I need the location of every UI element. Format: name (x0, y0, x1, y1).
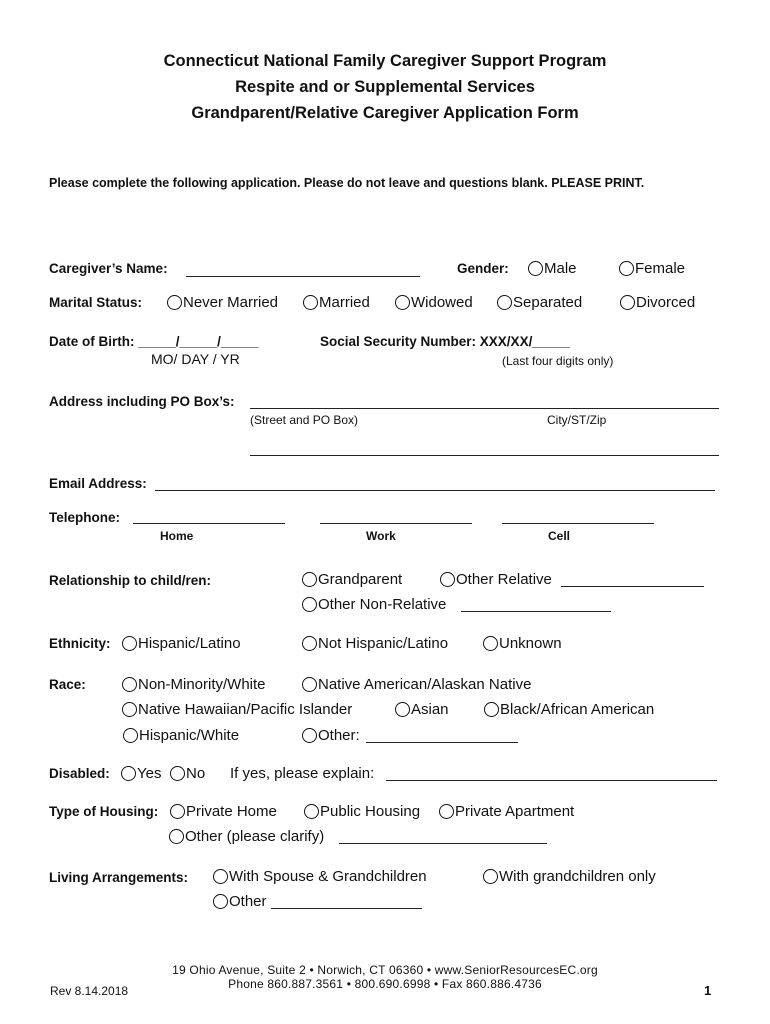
radio-button-icon[interactable] (619, 261, 634, 276)
marital-option-label: Widowed (411, 294, 473, 311)
disabled-explain-label: If yes, please explain: (230, 765, 375, 782)
radio-button-icon[interactable] (395, 702, 410, 717)
marital-option-divorced[interactable] (620, 294, 695, 311)
ethnicity-option-not-hispanic[interactable] (302, 635, 448, 652)
ethnicity-label: Ethnicity: (49, 636, 111, 651)
marital-option-label: Divorced (636, 294, 696, 311)
radio-button-icon[interactable] (122, 636, 137, 651)
revision-date: Rev 8.14.2018 (50, 984, 129, 998)
ssn-label: Social Security Number: XXX/XX/_____ (320, 334, 570, 349)
housing-option-label: Private Home (186, 803, 277, 820)
address-city-hint: City/ST/Zip (547, 413, 607, 427)
race-option-native-hawaiian[interactable] (122, 701, 352, 718)
radio-button-icon[interactable] (121, 766, 136, 781)
radio-button-icon[interactable] (302, 677, 317, 692)
radio-button-icon[interactable] (170, 766, 185, 781)
race-option-label: Black/African American (500, 701, 655, 718)
radio-button-icon[interactable] (170, 804, 185, 819)
radio-button-icon[interactable] (123, 728, 138, 743)
living-option-label: With Spouse & Grandchildren (229, 868, 427, 885)
date-of-birth-hint: MO/ DAY / YR (151, 351, 240, 367)
telephone-work-label: Work (366, 529, 396, 543)
radio-button-icon[interactable] (302, 572, 317, 587)
form-title-line-1: Connecticut National Family Caregiver Support Program (163, 52, 607, 70)
living-option-grandchildren-only[interactable] (483, 868, 656, 885)
radio-button-icon[interactable] (213, 894, 228, 909)
telephone-home-field[interactable] (133, 523, 285, 524)
address-line-2-field[interactable] (250, 455, 719, 456)
race-other-field[interactable] (366, 742, 518, 743)
living-option-other[interactable] (213, 893, 267, 910)
relationship-option-other-non-relative[interactable] (302, 596, 446, 613)
radio-button-icon[interactable] (620, 295, 635, 310)
marital-status-label: Marital Status: (49, 295, 143, 310)
telephone-work-field[interactable] (320, 523, 472, 524)
housing-option-label: Private Apartment (455, 803, 575, 820)
relationship-option-label: Other Non-Relative (318, 596, 447, 613)
caregiver-name-field[interactable] (186, 276, 420, 277)
housing-label: Type of Housing: (49, 804, 159, 819)
disabled-explain-field[interactable] (386, 780, 717, 781)
caregiver-name-label: Caregiver’s Name: (49, 261, 168, 276)
other-relative-field[interactable] (561, 586, 704, 587)
marital-option-label: Separated (513, 294, 583, 311)
housing-option-private-apartment[interactable] (439, 803, 574, 820)
relationship-option-label: Grandparent (318, 571, 403, 588)
marital-option-never-married[interactable] (167, 294, 278, 311)
ethnicity-option-label: Hispanic/Latino (138, 635, 241, 652)
form-title-line-3: Grandparent/Relative Caregiver Application Form (191, 104, 579, 122)
email-field[interactable] (155, 490, 715, 491)
radio-button-icon[interactable] (395, 295, 410, 310)
footer-address: 19 Ohio Avenue, Suite 2 • Norwich, CT 06360 • www.SeniorResourcesEC.org (172, 963, 598, 977)
gender-option-label: Male (544, 260, 577, 277)
living-option-label: With grandchildren only (499, 868, 656, 885)
address-street-hint: (Street and PO Box) (250, 413, 359, 427)
radio-button-icon[interactable] (483, 636, 498, 651)
housing-option-other[interactable] (169, 828, 324, 845)
disabled-option-yes[interactable] (121, 765, 161, 782)
marital-option-label: Married (319, 294, 370, 311)
gender-label: Gender: (457, 261, 509, 276)
telephone-label: Telephone: (49, 510, 121, 525)
relationship-option-other-relative[interactable] (440, 571, 552, 588)
ethnicity-option-label: Not Hispanic/Latino (318, 635, 449, 652)
relationship-option-grandparent[interactable] (302, 571, 402, 588)
radio-button-icon[interactable] (167, 295, 182, 310)
telephone-home-label: Home (160, 529, 194, 543)
marital-option-widowed[interactable] (395, 294, 473, 311)
radio-button-icon[interactable] (528, 261, 543, 276)
radio-button-icon[interactable] (483, 869, 498, 884)
telephone-cell-field[interactable] (502, 523, 654, 524)
radio-button-icon[interactable] (169, 829, 184, 844)
date-of-birth-label: Date of Birth: _____/_____/_____ (49, 334, 259, 349)
race-option-asian[interactable] (395, 701, 449, 718)
race-option-label: Native American/Alaskan Native (318, 676, 532, 693)
gender-option-label: Female (635, 260, 686, 277)
marital-option-label: Never Married (183, 294, 279, 311)
race-option-label: Native Hawaiian/Pacific Islander (138, 701, 353, 718)
disabled-option-label: No (186, 765, 206, 782)
race-option-label: Other: (318, 727, 360, 744)
living-option-label: Other (229, 893, 267, 910)
page-number: 1 (704, 983, 712, 998)
race-option-non-minority-white[interactable] (122, 676, 266, 693)
relationship-option-label: Other Relative (456, 571, 552, 588)
housing-other-field[interactable] (339, 843, 547, 844)
housing-option-public-housing[interactable] (304, 803, 420, 820)
radio-button-icon[interactable] (439, 804, 454, 819)
race-option-label: Hispanic/White (139, 727, 240, 744)
other-non-relative-field[interactable] (461, 611, 611, 612)
radio-button-icon[interactable] (122, 677, 137, 692)
race-option-hispanic-white[interactable] (123, 727, 239, 744)
race-option-label: Asian (411, 701, 449, 718)
marital-option-married[interactable] (303, 294, 370, 311)
race-option-label: Non-Minority/White (138, 676, 266, 693)
race-option-other[interactable] (302, 727, 360, 744)
housing-option-private-home[interactable] (170, 803, 277, 820)
ethnicity-option-unknown[interactable] (483, 635, 562, 652)
gender-option-female[interactable] (619, 260, 685, 277)
radio-button-icon[interactable] (497, 295, 512, 310)
form-title-line-2: Respite and or Supplemental Services (235, 78, 535, 96)
instructions: Please complete the following application. Please do not leave and questions blank. PLEASE PRINT. (49, 176, 645, 190)
radio-button-icon[interactable] (303, 295, 318, 310)
radio-button-icon[interactable] (302, 597, 317, 612)
housing-option-label: Public Housing (320, 803, 421, 820)
living-arrangements-label: Living Arrangements: (49, 870, 189, 885)
marital-option-separated[interactable] (497, 294, 582, 311)
ethnicity-option-hispanic[interactable] (122, 635, 241, 652)
footer-phone: Phone 860.887.3561 • 800.690.6998 • Fax 860.886.4736 (228, 977, 542, 991)
housing-option-label: Other (please clarify) (185, 828, 325, 845)
race-option-black[interactable] (484, 701, 654, 718)
ethnicity-option-label: Unknown (499, 635, 562, 652)
radio-button-icon[interactable] (484, 702, 499, 717)
living-option-spouse-grandchildren[interactable] (213, 868, 427, 885)
disabled-option-no[interactable] (170, 765, 205, 782)
gender-option-male[interactable] (528, 260, 577, 277)
address-line-1-field[interactable] (250, 408, 719, 409)
radio-button-icon[interactable] (440, 572, 455, 587)
living-other-field[interactable] (271, 908, 422, 909)
radio-button-icon[interactable] (302, 636, 317, 651)
disabled-option-label: Yes (137, 765, 162, 782)
address-label: Address including PO Box’s: (49, 394, 235, 409)
radio-button-icon[interactable] (304, 804, 319, 819)
disabled-label: Disabled: (49, 766, 110, 781)
race-label: Race: (49, 677, 86, 692)
radio-button-icon[interactable] (122, 702, 137, 717)
ssn-hint: (Last four digits only) (502, 354, 614, 368)
telephone-cell-label: Cell (548, 529, 571, 543)
relationship-label: Relationship to child/ren: (49, 573, 212, 588)
race-option-native-american[interactable] (302, 676, 531, 693)
email-label: Email Address: (49, 476, 147, 491)
radio-button-icon[interactable] (302, 728, 317, 743)
radio-button-icon[interactable] (213, 869, 228, 884)
